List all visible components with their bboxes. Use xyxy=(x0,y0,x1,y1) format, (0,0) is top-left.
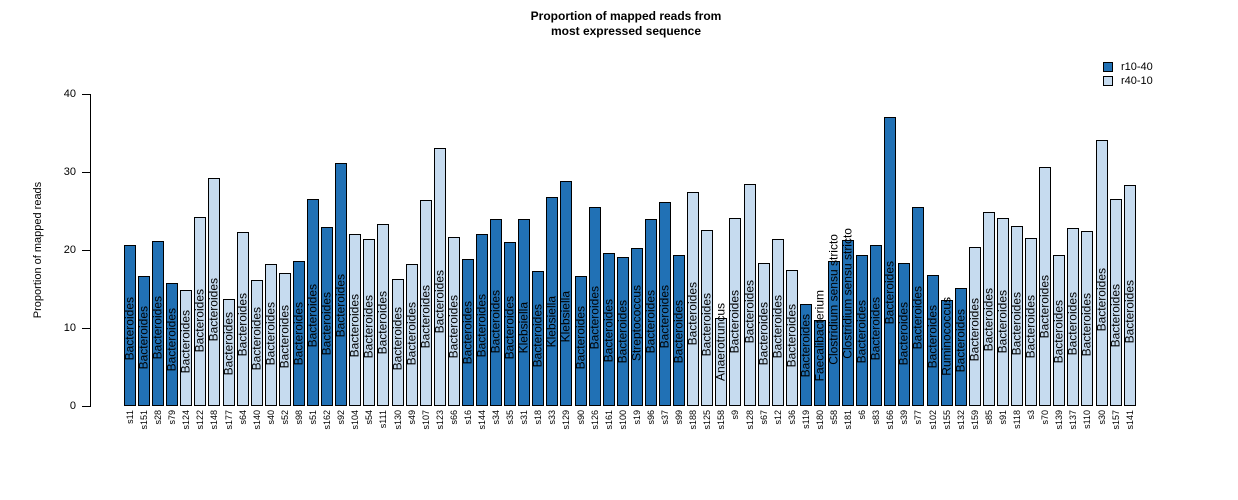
bar-s188 xyxy=(687,192,699,407)
bar-genus-label: Bacteroides xyxy=(361,295,376,359)
x-tick-label-s64: s64 xyxy=(237,410,248,425)
bar-s90 xyxy=(575,276,587,406)
bar-genus-label: Bacteroides xyxy=(446,294,461,359)
bar-s99 xyxy=(673,255,685,406)
bar-s166 xyxy=(884,117,896,406)
bar-s6 xyxy=(856,255,868,406)
bar-s151 xyxy=(138,276,150,406)
y-tick xyxy=(82,172,90,173)
bar-s37 xyxy=(659,202,671,406)
bar-genus-label: Bacteroides xyxy=(249,307,264,371)
bar-genus-label: Clostridium sensu stricto xyxy=(826,234,841,365)
x-tick-label-s92: s92 xyxy=(336,410,347,425)
x-tick-label-s140: s140 xyxy=(251,410,262,430)
bar-s137 xyxy=(1067,228,1079,406)
bar-s123 xyxy=(434,148,446,406)
x-tick-label-s110: s110 xyxy=(1082,410,1093,429)
bar-genus-label: Bacteroides xyxy=(896,302,911,366)
legend-row-r40-10 xyxy=(1103,74,1153,88)
bar-genus-label: Streptococcus xyxy=(629,285,644,362)
bar-s98 xyxy=(293,261,305,406)
x-tick-label-s111: s111 xyxy=(378,410,389,429)
bar-genus-label: Bacteroides xyxy=(1122,280,1137,344)
x-tick-label-s151: s151 xyxy=(139,410,150,430)
bar-s70 xyxy=(1039,167,1051,406)
bar-s119 xyxy=(800,304,812,406)
bar-s181 xyxy=(840,228,855,406)
x-tick-label-s157: s157 xyxy=(1110,410,1121,430)
x-tick-label-s11: s11 xyxy=(125,410,135,424)
x-tick-label-s31: s31 xyxy=(519,410,530,425)
bar-genus-label: Bacteroides xyxy=(235,293,250,357)
bar-s126 xyxy=(589,207,601,406)
bar-genus-label: Bacteroides xyxy=(404,302,419,366)
bar-genus-label: Bacteroides xyxy=(657,284,672,349)
bar-s118 xyxy=(1011,226,1023,406)
x-tick-label-s98: s98 xyxy=(293,410,304,425)
bar-s12 xyxy=(772,239,784,406)
bar-genus-label: Bacteroides xyxy=(727,289,742,353)
bar-genus-label: Bacteroides xyxy=(178,309,193,374)
bar-genus-label: Bacteroides xyxy=(770,295,785,359)
bar-genus-label: Bacteroides xyxy=(1051,300,1066,364)
bar-genus-label: Bacteroides xyxy=(953,309,968,373)
bar-s58 xyxy=(826,234,841,406)
legend-swatch-r40-10 xyxy=(1103,76,1113,86)
bar-s159 xyxy=(969,247,981,406)
bar-genus-label: Anaerotruncus xyxy=(713,302,728,381)
bar-s33 xyxy=(546,197,558,406)
bar-genus-label: Bacteroides xyxy=(347,294,362,358)
bar-s157 xyxy=(1110,199,1122,406)
bar-s34 xyxy=(490,219,502,406)
x-tick-label-s52: s52 xyxy=(279,410,290,425)
bar-genus-label: Bacteroides xyxy=(671,299,686,364)
bar-genus-label: Bacteroides xyxy=(798,313,813,377)
x-tick-label-s161: s161 xyxy=(603,410,614,430)
x-tick-label-s148: s148 xyxy=(209,410,220,430)
x-tick-label-s139: s139 xyxy=(1054,410,1065,430)
bar-genus-label: Bacteroides xyxy=(418,284,433,348)
bar-s77 xyxy=(912,207,924,406)
bar-s91 xyxy=(997,218,1009,406)
bar-genus-label: Bacteroides xyxy=(643,289,658,354)
bar-genus-label: Klebsiella xyxy=(558,291,573,343)
x-tick-label-s35: s35 xyxy=(505,410,516,425)
chart-title xyxy=(0,9,1238,39)
legend-label-r40-10: r40-10 xyxy=(1121,75,1153,87)
bar-genus-label: Bacteroides xyxy=(587,286,602,350)
bar-genus-label: Bacteroides xyxy=(1037,275,1052,339)
x-tick-label-s159: s159 xyxy=(969,410,980,430)
y-tick-label: 30 xyxy=(63,166,76,178)
x-tick-label-s141: s141 xyxy=(1124,410,1135,430)
bar-genus-label: Bacteroides xyxy=(432,269,447,334)
bar-s31 xyxy=(518,219,530,406)
bar-s35 xyxy=(504,242,516,406)
bar-s162 xyxy=(321,227,333,406)
bar-genus-label: Bacteroides xyxy=(882,261,897,325)
bar-s161 xyxy=(603,253,615,406)
legend-label-r10-40: r10-40 xyxy=(1121,61,1153,73)
bar-s144 xyxy=(476,234,488,406)
x-tick-label-s36: s36 xyxy=(786,410,797,425)
y-tick xyxy=(82,94,90,95)
bar-genus-label: Bacteroides xyxy=(390,306,405,370)
bar-genus-label: Bacteroides xyxy=(136,305,151,370)
x-tick-label-s177: s177 xyxy=(223,410,234,430)
bar-genus-label: Bacteroides xyxy=(756,302,771,366)
bar-genus-label: Bacteroides xyxy=(1009,291,1024,356)
bar-genus-label: Bacteroides xyxy=(488,289,503,354)
bar-s140 xyxy=(251,280,263,406)
x-tick-label-s6: s6 xyxy=(857,410,868,420)
bar-genus-label: Bacteroides xyxy=(164,307,179,372)
x-tick-label-s9: s9 xyxy=(730,410,741,420)
bar-genus-label: Bacteroides xyxy=(981,287,996,352)
bar-s92 xyxy=(335,163,347,406)
x-tick-label-s102: s102 xyxy=(927,410,938,430)
bar-genus-label: Bacteroides xyxy=(1094,267,1109,332)
x-tick-label-s54: s54 xyxy=(364,410,375,425)
x-tick-label-s100: s100 xyxy=(617,410,628,430)
bar-s79 xyxy=(166,283,178,406)
bar-genus-label: Bacteroides xyxy=(573,305,588,370)
y-tick-label: 40 xyxy=(63,88,76,100)
y-tick xyxy=(82,328,90,329)
bar-genus-label: Bacteroides xyxy=(868,296,883,361)
x-tick-label-s49: s49 xyxy=(406,410,417,425)
bar-genus-label: Bacteroides xyxy=(601,299,616,363)
bar-s130 xyxy=(392,279,404,406)
bar-genus-label: Bacteroides xyxy=(615,300,630,364)
x-tick-label-s58: s58 xyxy=(829,410,839,425)
bar-s125 xyxy=(701,230,713,406)
x-tick-label-s162: s162 xyxy=(322,410,333,430)
x-tick-label-s181: s181 xyxy=(843,410,854,430)
x-tick-label-s90: s90 xyxy=(575,410,586,425)
x-tick-label-s99: s99 xyxy=(674,410,685,425)
bar-genus-label: Bacteroides xyxy=(319,291,334,356)
x-tick-label-s66: s66 xyxy=(448,410,459,425)
bar-genus-label: Klebsiella xyxy=(544,295,559,348)
bar-s40 xyxy=(265,264,277,406)
chart-title-line1: Proportion of mapped reads from xyxy=(530,9,722,23)
bar-s128 xyxy=(744,184,756,406)
x-tick-label-s130: s130 xyxy=(392,410,403,430)
legend-swatch-r10-40 xyxy=(1103,62,1113,72)
bar-genus-label: Bacteroides xyxy=(263,302,278,366)
x-tick-label-s33: s33 xyxy=(547,410,558,425)
bar-genus-label: Bacteroides xyxy=(206,278,221,342)
bar-s83 xyxy=(870,245,882,406)
x-tick-label-s3: s3 xyxy=(1026,410,1037,420)
bar-s3 xyxy=(1025,238,1037,406)
bar-s132 xyxy=(955,288,967,406)
bar-s155 xyxy=(939,297,954,406)
bar-genus-label: Bacteroides xyxy=(995,289,1010,353)
bar-s141 xyxy=(1124,185,1136,406)
x-tick-label-s39: s39 xyxy=(899,410,910,425)
bar-genus-label: Bacteroides xyxy=(502,296,517,360)
bar-genus-label: Bacteroides xyxy=(530,304,545,368)
bar-genus-label: Bacteroides xyxy=(192,289,207,353)
x-tick-label-s91: s91 xyxy=(997,410,1008,425)
x-tick-label-s126: s126 xyxy=(589,410,600,430)
bar-s177 xyxy=(223,299,235,406)
bar-s104 xyxy=(349,234,361,406)
bar-s19 xyxy=(631,248,643,406)
bar-s64 xyxy=(237,232,249,406)
bar-s67 xyxy=(758,263,770,406)
y-tick xyxy=(82,250,90,251)
bar-genus-label: Bacteroides xyxy=(291,301,306,365)
x-tick-label-s70: s70 xyxy=(1040,410,1051,425)
chart-title-line2: most expressed sequence xyxy=(550,24,702,38)
x-tick-label-s30: s30 xyxy=(1096,410,1107,425)
bar-genus-label: Ruminococcus xyxy=(939,297,954,376)
bar-s52 xyxy=(279,273,291,406)
y-tick xyxy=(82,406,90,407)
x-tick-label-s51: s51 xyxy=(308,410,319,425)
x-tick-label-s16: s16 xyxy=(462,410,473,425)
bar-genus-label: Bacteroides xyxy=(1023,295,1038,359)
bar-genus-label: Bacteroides xyxy=(854,300,869,364)
bar-s11 xyxy=(124,245,136,406)
x-tick-label-s128: s128 xyxy=(744,410,755,430)
bar-genus-label: Bacteroides xyxy=(925,305,940,369)
bar-genus-label: Bacteroides xyxy=(742,279,757,344)
x-tick-label-s123: s123 xyxy=(434,410,445,430)
x-tick-label-s79: s79 xyxy=(167,410,178,425)
x-tick-label-s125: s125 xyxy=(702,410,713,430)
x-tick-label-s129: s129 xyxy=(561,410,572,430)
x-tick-label-s67: s67 xyxy=(758,410,769,425)
x-tick-label-s166: s166 xyxy=(885,410,896,430)
bar-s9 xyxy=(729,218,741,406)
bar-s107 xyxy=(420,200,432,406)
bar-s96 xyxy=(645,219,657,406)
bar-s180 xyxy=(812,290,827,406)
bar-genus-label: Bacteroides xyxy=(333,274,348,338)
bar-genus-label: Bacteroides xyxy=(150,295,165,360)
bar-s102 xyxy=(927,275,939,406)
bar-genus-label: Bacteroides xyxy=(460,301,475,365)
y-tick-label: 10 xyxy=(63,322,76,334)
x-tick-label-s137: s137 xyxy=(1068,410,1079,430)
bar-genus-label: Bacteroides xyxy=(474,293,489,358)
x-tick-label-s107: s107 xyxy=(420,410,431,430)
bar-s30 xyxy=(1096,140,1108,406)
y-tick-label: 0 xyxy=(69,400,76,412)
bar-genus-label: Bacteroides xyxy=(1065,292,1080,356)
bar-s18 xyxy=(532,271,544,406)
x-tick-label-s12: s12 xyxy=(772,410,783,425)
bar-s36 xyxy=(786,270,798,406)
x-tick-label-s118: s118 xyxy=(1012,410,1023,429)
bar-genus-label: Bacteroides xyxy=(784,304,799,368)
bar-genus-label: Bacteroides xyxy=(375,291,390,355)
bar-genus-label: Bacteroides xyxy=(910,286,925,350)
x-tick-label-s19: s19 xyxy=(631,410,642,425)
x-tick-label-s188: s188 xyxy=(688,410,699,430)
legend xyxy=(1103,60,1153,88)
bar-s122 xyxy=(194,217,206,406)
bar-s28 xyxy=(152,241,164,406)
x-tick-label-s77: s77 xyxy=(913,410,924,425)
bar-s54 xyxy=(363,239,375,406)
bar-s111 xyxy=(377,224,389,406)
x-tick-label-s119: s119 xyxy=(800,410,811,429)
legend-row-r10-40 xyxy=(1103,60,1153,74)
x-tick-label-s83: s83 xyxy=(871,410,882,425)
x-tick-label-s180: s180 xyxy=(814,410,825,430)
x-tick-label-s124: s124 xyxy=(181,410,192,430)
bar-genus-label: Clostridium sensu stricto xyxy=(840,228,855,360)
bar-s85 xyxy=(983,212,995,406)
bar-genus-label: Faecalibacterium xyxy=(812,290,827,382)
bar-s129 xyxy=(560,181,572,406)
y-axis-line xyxy=(90,94,91,407)
y-axis-label: Proportion of mapped reads xyxy=(32,181,44,319)
x-tick-label-s122: s122 xyxy=(195,410,206,430)
x-tick-label-s34: s34 xyxy=(491,410,502,425)
x-tick-label-s40: s40 xyxy=(265,410,276,425)
x-tick-label-s28: s28 xyxy=(153,410,164,425)
bar-s51 xyxy=(307,199,319,406)
bar-s100 xyxy=(617,257,629,406)
bar-genus-label: Bacteroides xyxy=(122,296,137,361)
bar-genus-label: Bacteroides xyxy=(685,282,700,346)
bar-s158 xyxy=(713,302,728,406)
x-tick-label-s18: s18 xyxy=(533,410,544,425)
bar-genus-label: Bacteroides xyxy=(1108,284,1123,348)
y-tick-label: 20 xyxy=(63,244,76,256)
x-tick-label-s37: s37 xyxy=(660,410,671,425)
bar-genus-label: Bacteroides xyxy=(221,312,236,376)
bar-genus-label: Bacteroides xyxy=(277,304,292,369)
bar-genus-label: Bacteroides xyxy=(967,297,982,361)
bar-s49 xyxy=(406,264,418,406)
x-tick-label-s158: s158 xyxy=(716,410,727,430)
bar-s139 xyxy=(1053,255,1065,406)
x-tick-label-s96: s96 xyxy=(645,410,656,425)
bar-s124 xyxy=(180,290,192,406)
x-tick-label-s155: s155 xyxy=(941,410,952,430)
bar-s66 xyxy=(448,237,460,406)
bar-s148 xyxy=(208,178,220,406)
x-tick-label-s132: s132 xyxy=(955,410,966,430)
bar-s110 xyxy=(1081,231,1093,407)
bar-s16 xyxy=(462,259,474,406)
bar-genus-label: Klebsiella xyxy=(516,301,531,354)
bar-s39 xyxy=(898,263,910,406)
x-tick-label-s144: s144 xyxy=(477,410,487,430)
bar-genus-label: Bacteroides xyxy=(305,284,320,348)
x-tick-label-s104: s104 xyxy=(350,410,361,430)
bar-genus-label: Bacteroides xyxy=(699,292,714,357)
x-tick-label-s85: s85 xyxy=(983,410,994,425)
bar-genus-label: Bacteroides xyxy=(1079,293,1094,357)
